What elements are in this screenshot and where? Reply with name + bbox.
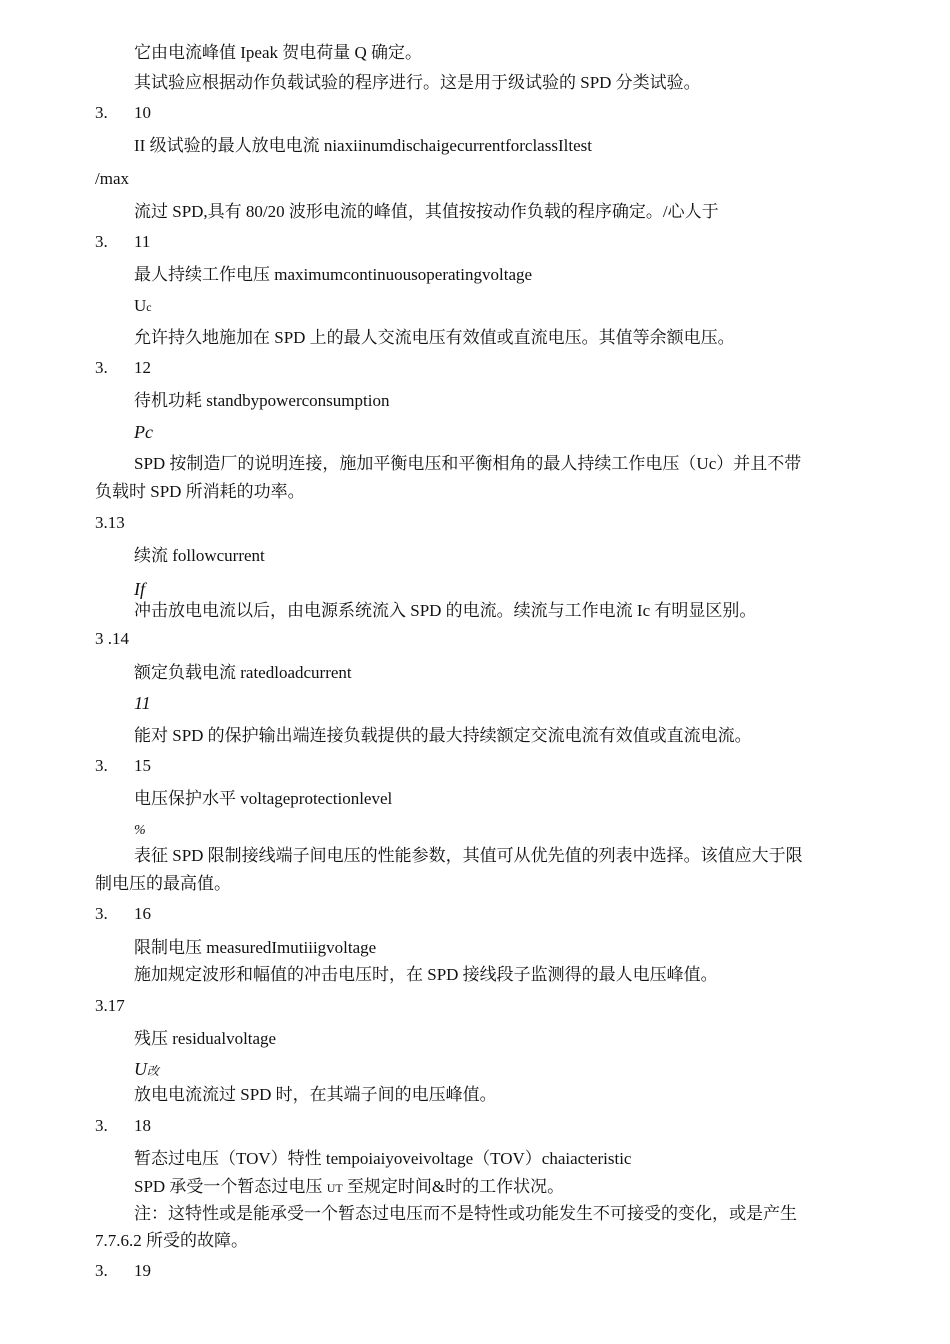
term-title: 电压保护水平 voltageprotectionlevel [134, 789, 393, 808]
term-symbol: 11 [134, 693, 151, 713]
term-title: II 级试验的最人放电电流 niaxiinumdischaigecurrentforclassIltest [134, 136, 592, 155]
text-line: 负载时 SPD 所消耗的功率。 [95, 482, 305, 501]
clause-number: 3. [95, 358, 108, 377]
clause-number: 3. [95, 1261, 108, 1280]
text-line: 冲击放电电流以后，由电源系统流入 SPD 的电流。续流与工作电流 Ic 有明显区别。 [134, 601, 757, 620]
text-line: 允许持久地施加在 SPD 上的最人交流电压有效值或直流电压。其值等余额电压。 [134, 328, 735, 347]
clause-number: 3. [95, 756, 108, 775]
text-line: 施加规定波形和幅值的冲击电压时，在 SPD 接线段子监测得的最人电压峰值。 [134, 965, 718, 984]
text-line: 制电压的最高值。 [95, 874, 231, 893]
clause-number: 3 .14 [95, 629, 129, 648]
term-title: 最人持续工作电压 maximumcontinuousoperatingvoltage [134, 265, 533, 284]
term-symbol: If [134, 579, 145, 599]
text-line: 能对 SPD 的保护输出端连接负载提供的最大持续额定交流电流有效值或直流电流。 [134, 726, 752, 745]
clause-number: 3.17 [95, 996, 125, 1015]
clause-number: 3. [95, 232, 108, 251]
term-symbol: Uc [134, 296, 152, 315]
clause-number: 16 [134, 904, 151, 923]
text-line: 流过 SPD,具有 80/20 波形电流的峰值，其值按按动作负载的程序确定。/心人于 [134, 202, 719, 221]
text-line: 表征 SPD 限制接线端子间电压的性能参数，其值可从优先值的列表中选择。该值应大于限 [134, 846, 803, 865]
clause-number: 3. [95, 103, 108, 122]
clause-number: 19 [134, 1261, 151, 1280]
term-symbol: Pc [134, 422, 153, 442]
clause-number: 11 [134, 232, 151, 251]
clause-number: 18 [134, 1116, 151, 1135]
clause-number: 3.13 [95, 513, 125, 532]
note-line: 注：这特性或是能承受一个暂态过电压而不是特性或功能发生不可接受的变化，或是产生 [134, 1204, 797, 1223]
term-title: 额定负载电流 ratedloadcurrent [134, 663, 352, 682]
clause-number: 3. [95, 904, 108, 923]
clause-number: 3. [95, 1116, 108, 1135]
clause-number: 12 [134, 358, 151, 377]
term-title: 续流 followcurrent [134, 546, 265, 565]
term-symbol: % [134, 823, 146, 838]
clause-number: 10 [134, 103, 151, 122]
term-title: 待机功耗 standbypowerconsumption [134, 391, 390, 410]
text-line: SPD 承受一个暂态过电压 UT 至规定时间&时的工作状况。 [134, 1177, 565, 1196]
text-line: 它由电流峰值 Ipeak 贺电荷量 Q 确定。 [134, 43, 423, 62]
term-title: 限制电压 measuredImutiiigvoltage [134, 938, 377, 957]
term-title: 暂态过电压（TOV）特性 tempoiaiyoveivoltage（TOV）chaiacteristic [134, 1149, 632, 1168]
clause-number: 15 [134, 756, 151, 775]
term-symbol: /max [95, 169, 129, 188]
text-line: 放电电流流过 SPD 时，在其端子间的电压峰值。 [134, 1085, 497, 1104]
term-title: 残压 residualvoltage [134, 1029, 277, 1048]
text-line: 其试验应根据动作负载试验的程序进行。这是用于级试验的 SPD 分类试验。 [134, 73, 701, 92]
term-symbol: U改 [134, 1059, 160, 1079]
text-line: SPD 按制造厂的说明连接，施加平衡电压和平衡相角的最人持续工作电压（Uc）并且不带 [134, 454, 802, 473]
note-line: 7.7.6.2 所受的故障。 [95, 1231, 248, 1250]
